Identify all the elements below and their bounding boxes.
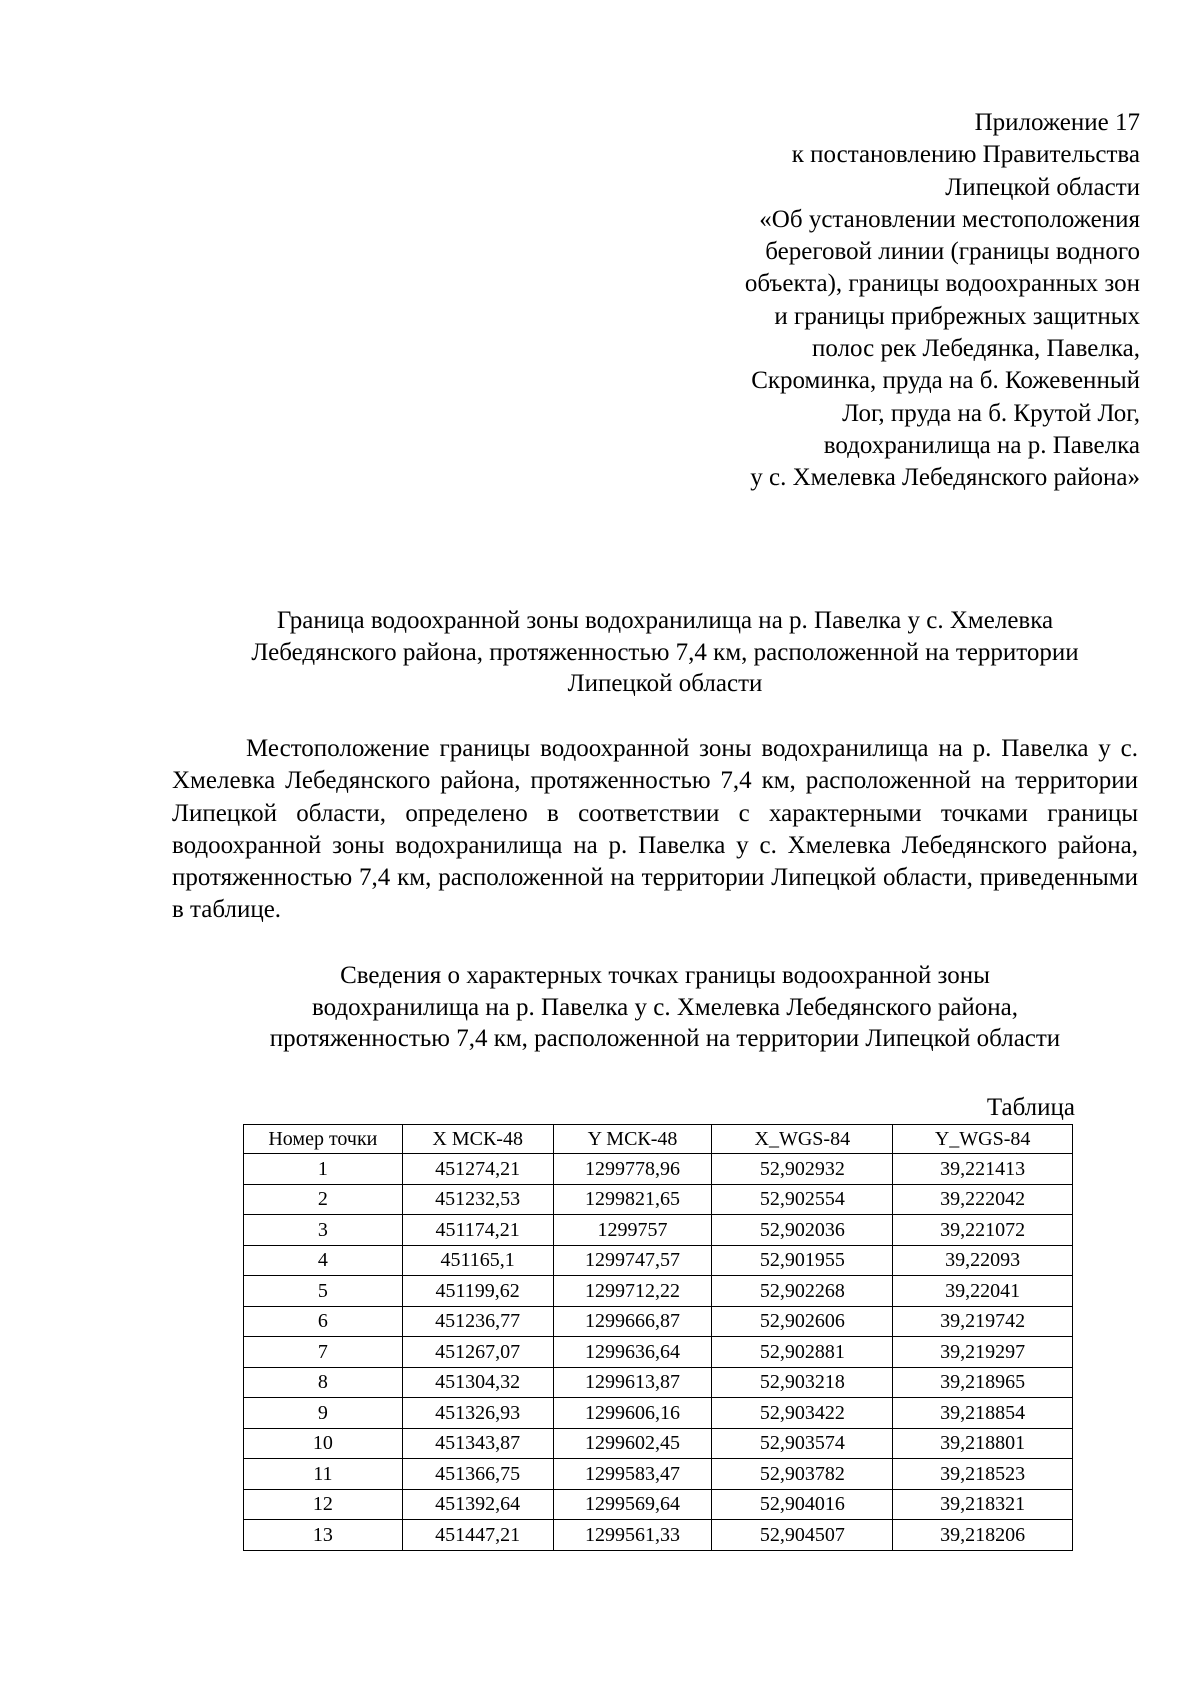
table-cell: 1299666,87 — [553, 1306, 712, 1337]
table-cell: 52,903782 — [712, 1459, 893, 1490]
table-cell: 7 — [244, 1337, 403, 1368]
table-cell: 1299602,45 — [553, 1428, 712, 1459]
table-cell: 39,22041 — [893, 1276, 1073, 1307]
table-cell: 9 — [244, 1398, 403, 1429]
table-row — [244, 1459, 1073, 1490]
table-cell: 1299757 — [553, 1215, 712, 1246]
table-cell: 39,222042 — [893, 1184, 1073, 1215]
table-cell: 1299747,57 — [553, 1245, 712, 1276]
table-cell: 52,902881 — [712, 1337, 893, 1368]
appendix-line: у с. Хмелевка Лебедянского района» — [750, 464, 1140, 492]
table-cell: 13 — [244, 1520, 403, 1551]
table-cell: 39,218965 — [893, 1367, 1073, 1398]
header-cell: Y_WGS-84 — [893, 1125, 1073, 1154]
table-cell: 52,903574 — [712, 1428, 893, 1459]
table-cell: 1299636,64 — [553, 1337, 712, 1368]
table-cell: 52,902554 — [712, 1184, 893, 1215]
table-cell: 1299606,16 — [553, 1398, 712, 1429]
table-cell: 52,904016 — [712, 1489, 893, 1520]
table-cell: 52,902932 — [712, 1154, 893, 1185]
header-cell: Номер точки — [244, 1125, 403, 1154]
table-row — [244, 1367, 1073, 1398]
appendix-header — [540, 107, 1140, 495]
table-cell: 52,904507 — [712, 1520, 893, 1551]
table-cell: 39,219742 — [893, 1306, 1073, 1337]
table-cell: 451366,75 — [402, 1459, 553, 1490]
table-cell: 1299561,33 — [553, 1520, 712, 1551]
table-cell: 1299778,96 — [553, 1154, 712, 1185]
table-cell: 10 — [244, 1428, 403, 1459]
caption-line: Сведения о характерных точках границы водоохранной зоны — [340, 962, 990, 989]
appendix-line: водохранилища на р. Павелка — [823, 431, 1140, 459]
header-cell: Y МСК-48 — [553, 1125, 712, 1154]
table-cell: 39,219297 — [893, 1337, 1073, 1368]
appendix-line: Приложение 17 — [974, 109, 1140, 136]
table-cell: 451447,21 — [402, 1520, 553, 1551]
caption-line: протяженностью 7,4 км, расположенной на территории Липецкой области — [269, 1025, 1061, 1052]
table-cell: 451392,64 — [402, 1489, 553, 1520]
document-title — [170, 605, 1160, 700]
table-row — [244, 1398, 1073, 1429]
table-cell: 52,903422 — [712, 1398, 893, 1429]
appendix-line: береговой линии (границы водного — [765, 238, 1140, 266]
table-cell: 451343,87 — [402, 1428, 553, 1459]
table-cell: 52,903218 — [712, 1367, 893, 1398]
caption-line: водохранилища на р. Павелка у с. Хмелевка Лебедянского района, — [311, 993, 1019, 1021]
appendix-line: Липецкой области — [945, 173, 1140, 201]
table-row — [244, 1337, 1073, 1368]
appendix-line: и границы прибрежных защитных — [774, 302, 1140, 330]
table-cell: 451165,1 — [402, 1245, 553, 1276]
table-row — [244, 1245, 1073, 1276]
table-cell: 6 — [244, 1306, 403, 1337]
table-cell: 39,221413 — [893, 1154, 1073, 1185]
title-line: Липецкой области — [567, 670, 763, 697]
table-cell: 39,218854 — [893, 1398, 1073, 1429]
table-cell: 39,218206 — [893, 1520, 1073, 1551]
table-cell: 52,902036 — [712, 1215, 893, 1246]
table-cell: 451304,32 — [402, 1367, 553, 1398]
table-cell: 4 — [244, 1245, 403, 1276]
table-label: Таблица — [986, 1094, 1075, 1121]
table-cell: 39,22093 — [893, 1245, 1073, 1276]
table-row — [244, 1154, 1073, 1185]
table-cell: 39,221072 — [893, 1215, 1073, 1246]
table-cell: 451236,77 — [402, 1306, 553, 1337]
header-cell: X_WGS-84 — [712, 1125, 893, 1154]
table-row — [244, 1306, 1073, 1337]
appendix-line: объекта), границы водоохранных зон — [744, 270, 1140, 298]
table-cell: 5 — [244, 1276, 403, 1307]
table-header-row — [244, 1125, 1073, 1154]
table-cell: 52,901955 — [712, 1245, 893, 1276]
table-cell: 451326,93 — [402, 1398, 553, 1429]
table-cell: 1299821,65 — [553, 1184, 712, 1215]
table-cell: 451232,53 — [402, 1184, 553, 1215]
table-cell: 52,902606 — [712, 1306, 893, 1337]
table-caption — [170, 960, 1160, 1055]
description-paragraph: Местоположение границы водоохранной зоны водохранилища на р. Павелка у с. Хмелевка Лебедянского района, протяженностью 7,4 км, расположенной на территории Липецкой области, определено в соответствии с характерными точками границы водоохранной зоны водохранилища на р. Павелка у с. Хмелевка Лебедянского района, протяженностью 7,4 км, расположенной на территории Липецкой области, приведенными в таблице. — [172, 735, 1138, 924]
appendix-line: полос рек Лебедянка, Павелка, — [812, 335, 1140, 363]
table-cell: 1299569,64 — [553, 1489, 712, 1520]
table-cell: 451174,21 — [402, 1215, 553, 1246]
table-cell: 3 — [244, 1215, 403, 1246]
table-cell: 39,218523 — [893, 1459, 1073, 1490]
title-line: Лебедянского района, протяженностью 7,4 км, расположенной на территории — [251, 638, 1079, 666]
header-cell: X МСК-48 — [402, 1125, 553, 1154]
table-row — [244, 1276, 1073, 1307]
table-row — [244, 1184, 1073, 1215]
table-row — [244, 1520, 1073, 1551]
table-cell: 1299712,22 — [553, 1276, 712, 1307]
table-cell: 451267,07 — [402, 1337, 553, 1368]
table-cell: 52,902268 — [712, 1276, 893, 1307]
table-cell: 1299613,87 — [553, 1367, 712, 1398]
table-cell: 451274,21 — [402, 1154, 553, 1185]
title-line: Граница водоохранной зоны водохранилища на р. Павелка у с. Хмелевка — [276, 607, 1054, 634]
table-cell: 8 — [244, 1367, 403, 1398]
appendix-line: к постановлению Правительства — [791, 141, 1140, 169]
table-row — [244, 1428, 1073, 1459]
table-cell: 1299583,47 — [553, 1459, 712, 1490]
table-cell: 11 — [244, 1459, 403, 1490]
table-cell: 39,218801 — [893, 1428, 1073, 1459]
appendix-line: «Об установлении местоположения — [759, 205, 1140, 233]
appendix-line: Лог, пруда на б. Крутой Лог, — [842, 399, 1140, 427]
table-cell: 2 — [244, 1184, 403, 1215]
table-cell: 39,218321 — [893, 1489, 1073, 1520]
table-row — [244, 1215, 1073, 1246]
appendix-line: Скроминка, пруда на б. Кожевенный — [751, 367, 1140, 395]
table-row — [244, 1489, 1073, 1520]
table-cell: 12 — [244, 1489, 403, 1520]
table-cell: 1 — [244, 1154, 403, 1185]
table-cell: 451199,62 — [402, 1276, 553, 1307]
coordinates-table — [243, 1124, 1073, 1551]
